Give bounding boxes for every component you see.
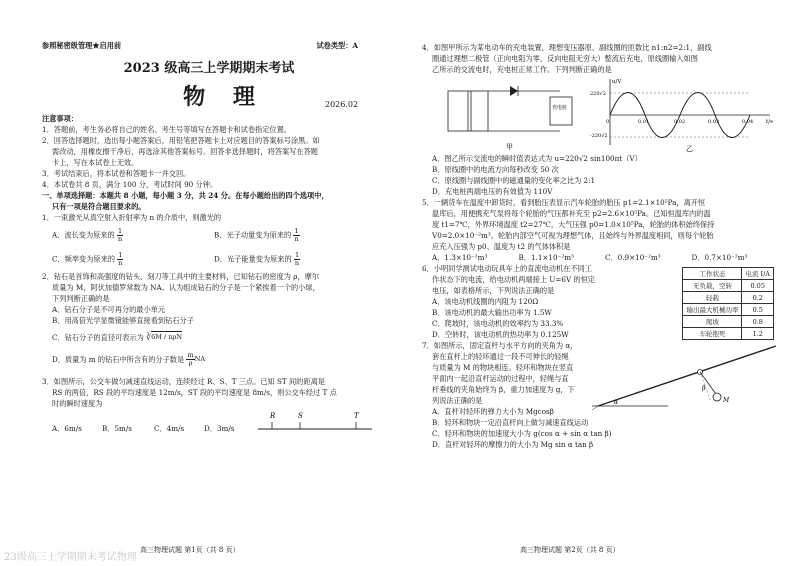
q4-waveform-graph: [590, 75, 780, 153]
charging-pile-box: [550, 97, 572, 125]
table-row: 无负载，空转 0.05: [683, 280, 774, 292]
q5-line: 应充入压强为 p0、温度为 t2 的气体体积是: [432, 242, 571, 251]
exam-page-2: [400, 0, 800, 566]
table-row: 轻载 0.2: [683, 292, 774, 304]
y-tick-min: -220√2: [590, 133, 608, 139]
q6-line: 6．小明同学测试电动玩具车上的直流电动机在不同工: [422, 264, 592, 273]
q7-option-d[interactable]: D．直杆对轻环的摩擦力的大小为 Mg sin α tan β: [432, 440, 594, 449]
q7-line: 杆垂线的夹角始终为 β，重力加速度为 g，下: [432, 385, 575, 394]
mass-label: M: [723, 397, 730, 404]
notes-heading: 注意事项：: [42, 114, 78, 123]
q3-option-a[interactable]: A．6m/s: [52, 424, 82, 433]
q3-options-row: [42, 409, 376, 439]
section-heading-cont: 只有一项是符合题目要求的。: [52, 202, 146, 211]
q6-line: 作状态下的电流，给电动机两端接上 U=6V 的恒定: [432, 275, 595, 284]
q4-line: 乙所示的交流电时，充电桩正常工作。下列判断正确的是: [432, 65, 612, 74]
angle-beta-label: β: [702, 385, 706, 392]
q6-option-c[interactable]: C．爬坡时，该电动机的效率约为 33.3%: [432, 319, 564, 328]
subject-title: 物 理: [183, 84, 265, 110]
note-item: 3．考试结束后，将本试卷和答题卡一并交回。: [42, 169, 191, 178]
note-item: 4．本试卷共 8 页，满分 100 分，考试时间 90 分钟。: [42, 180, 218, 189]
table-header: 电流 I/A: [742, 268, 774, 280]
q1-options-ab: [42, 223, 376, 247]
q7-incline-rod-diagram: [588, 342, 778, 412]
q5-line: V0=2.0×10⁻²m³。轮胎内部空气可视为理想气体，且始终与外界温度相同，则每个轮胎: [432, 231, 714, 240]
q4-circuit-diagram: [440, 75, 590, 153]
question-7: [422, 340, 778, 450]
page-footer-right: 高三物理试题 第2页（共 8 页）: [520, 546, 620, 554]
q1-option-b[interactable]: B．光子动量变为原来的 $\frac{1}{n}$: [214, 226, 299, 243]
q3-line: 3．如图所示，公交车做匀减速直线运动，连续经过 R、S、T 三点。已知 ST 间的距离是: [42, 377, 325, 386]
q5-line: 度 t1=7℃，外界环境温度 t2=27℃，大气压强 p0=1.0×10⁵Pa，轮胎的体积始终保持: [432, 220, 715, 229]
q3-line: RS 的两倍，RS 段的平均速度是 12m/s，ST 段的平均速度是 8m/s，则公交车经过 T 点: [52, 388, 337, 397]
q7-option-c[interactable]: C．轻环和物块的加速度大小为 g(cos α + sin α tan β): [432, 429, 612, 438]
q4-figures: [422, 75, 778, 153]
question-1: [42, 212, 376, 271]
svg-text:0.04: 0.04: [742, 119, 754, 125]
q2-option-b[interactable]: B．用高倍光学显微镜能够直接看到钻石分子: [52, 316, 194, 325]
svg-text:0.01: 0.01: [638, 119, 650, 125]
section-heading: 一、单项选择题：本题共 8 小题，每小题 3 分，共 24 分。在每小题给出的四个选项中，: [42, 191, 329, 200]
exam-title: 2023 级高三上学期期末考试: [123, 61, 295, 76]
note-item: 需改动，用橡皮擦干净后，再选涂其他答案标号。回答非选择题时，将答案写在答题: [52, 147, 318, 156]
notes-list: [42, 124, 376, 190]
diode-icon: [510, 86, 518, 96]
q3-line: 时的瞬时速度为: [52, 399, 103, 408]
question-4: [422, 42, 778, 197]
q5-line: 5．一辆货车在温度中卸货时，看到胎压表显示汽车轮胎的胎压 p1=2.1×10⁵Pa，离开恒: [422, 198, 706, 207]
q5-option-b[interactable]: B．1.1×10⁻²m³: [518, 253, 574, 262]
q6-option-d[interactable]: D．空转时，该电动机的热功率为 0.125W: [432, 330, 569, 339]
q6-current-table: [682, 267, 774, 340]
question-6: [422, 263, 778, 340]
block-mass-icon: [713, 393, 721, 401]
exam-date: 2026.02: [325, 100, 359, 109]
y-tick-max: 220√2: [590, 91, 606, 97]
q2-option-d[interactable]: D．质量为 m 的钻石中所含有的分子数是 $\frac{m}{\rho}$ NA: [52, 350, 206, 367]
table-row: 车轮抱死 1.2: [683, 328, 774, 340]
q2-line: 2．钻石是首饰和高强度的钻头、刻刀等工具中的主要材料，已知钻石的密度为 ρ，摩尔: [42, 272, 320, 281]
q3-option-d[interactable]: D．3m/s: [204, 424, 235, 433]
q1-stem: 1．一束激光从真空射入折射率为 n 的介质中，则激光的: [42, 213, 222, 222]
angle-alpha-label: α: [614, 399, 619, 406]
q4-line: 圈通过理想二极管（正向电阻为零，反向电阻无穷大）整流后充电，原线圈输入如图: [432, 54, 698, 63]
q5-option-d[interactable]: D．0.7×10⁻²m³: [691, 253, 748, 262]
q1-option-d[interactable]: D．光子能量变为原来的 $\frac{1}{n}$: [214, 250, 300, 267]
q3-road-diagram: [254, 409, 374, 437]
figure-yi-label: 乙: [686, 145, 693, 153]
q7-line: 7．如图所示，固定直杆与水平方向的夹角为 α，: [422, 341, 578, 350]
question-3: [42, 376, 376, 439]
svg-text:0: 0: [606, 119, 610, 125]
q7-line: 套在直杆上的轻环通过一段不可伸长的轻绳: [432, 352, 569, 361]
q3-option-c[interactable]: C．4m/s: [154, 424, 185, 433]
q7-option-b[interactable]: B．轻环和物块一定沿直杆向上做匀减速直线运动: [432, 418, 589, 427]
q5-line: 温库后，用便携充气泵将每个轮胎的气压都补充至 p2=2.6×10⁵Pa。已知恒温库内的温: [432, 209, 711, 218]
figure-jia-label: 甲: [506, 143, 513, 151]
q4-option-d[interactable]: D．充电桩两端电压的有效值为 110V: [432, 187, 553, 196]
paper-type: 试卷类型：A: [316, 41, 358, 50]
q1-option-c[interactable]: C．频率变为原来的 $\frac{1}{n}$: [52, 250, 123, 267]
point-r-label: R: [270, 412, 276, 420]
header-row: [42, 40, 376, 51]
table-row: 输出最大机械功率 0.5: [683, 304, 774, 316]
q6-line: 电压，如表格所示，下列说法正确的是: [432, 286, 555, 295]
note-item: 卡上，写在本试卷上无效。: [52, 158, 139, 167]
page-footer-left: 高三物理试题 第1页（共 8 页）: [140, 546, 240, 554]
q7-line: 列说法正确的是: [432, 396, 483, 405]
q7-option-a[interactable]: A．直杆对轻环的弹力大小为 Mgcosβ: [432, 407, 554, 416]
x-axis-label: t/s: [766, 119, 773, 125]
secret-label: 参照秘密级管理★启用前: [42, 41, 122, 50]
q5-options: [422, 252, 778, 263]
y-axis-label: u/V: [612, 79, 622, 85]
note-item: 2．回答选择题时，选出每小题答案后，用铅笔把答题卡上对应题目的答案标号涂黑。如: [42, 136, 320, 145]
table-row: 爬坡 0.8: [683, 316, 774, 328]
q4-option-b[interactable]: B．原线圈中的电流方向每秒改变 50 次: [432, 165, 559, 174]
q5-option-c[interactable]: C．0.9×10⁻²m³: [605, 253, 661, 262]
question-5: [422, 197, 778, 263]
q4-option-a[interactable]: A．图乙所示交流电的瞬时值表达式为 u=220√2 sin100πt（V）: [432, 154, 642, 163]
q4-option-c[interactable]: C．原线圈与副线圈中的磁通量的变化率之比为 2:1: [432, 176, 596, 185]
q7-line: 平面内一起沿直杆运动的过程中，轻绳与直: [432, 374, 569, 383]
q6-option-b[interactable]: B．该电动机的最大输出功率为 1.5W: [432, 308, 552, 317]
q1-option-a[interactable]: A．波长变为原来的 $\frac{1}{n}$: [52, 226, 123, 243]
svg-text:0.03: 0.03: [708, 119, 720, 125]
svg-text:0.02: 0.02: [674, 119, 686, 125]
point-s-label: S: [298, 412, 303, 420]
q2-option-c[interactable]: C．钻石分子的直径可表示为 ∛ 6M / πρN: [52, 332, 183, 342]
charging-pile-label: 充电桩: [552, 105, 568, 111]
q1-options-cd: [42, 247, 376, 271]
question-2: [42, 271, 376, 370]
table-header: 工作状态: [683, 268, 742, 280]
q2-option-a[interactable]: A．钻石分子是不可再分的最小单元: [52, 305, 166, 314]
q5-option-a[interactable]: A．1.3×10⁻²m³: [432, 253, 488, 262]
q2-line: 下列判断正确的是: [52, 294, 110, 303]
q2-line: 质量为 M，阿伏加德罗常数为 NA。认为组成钻石的分子是一个紧挨着一个的小球，: [52, 283, 320, 292]
q7-line: 与质量为 M 的物块相连。轻环和物块在竖直: [432, 363, 574, 372]
q6-option-a[interactable]: A．该电动机线圈的内阻为 120Ω: [432, 297, 539, 306]
q3-option-b[interactable]: B．5m/s: [102, 424, 132, 433]
note-item: 1．答题前，考生务必将自己的姓名、考生号等填写在答题卡和试卷指定位置。: [42, 125, 291, 134]
q4-line: 4．如图甲所示为某电动车的充电装置，理想变压器原、副线圈的匝数比 n1:n2=2:1，副线: [422, 43, 712, 52]
point-t-label: T: [354, 412, 359, 420]
watermark: 23级高三上学期期末考试物理: [4, 552, 137, 563]
